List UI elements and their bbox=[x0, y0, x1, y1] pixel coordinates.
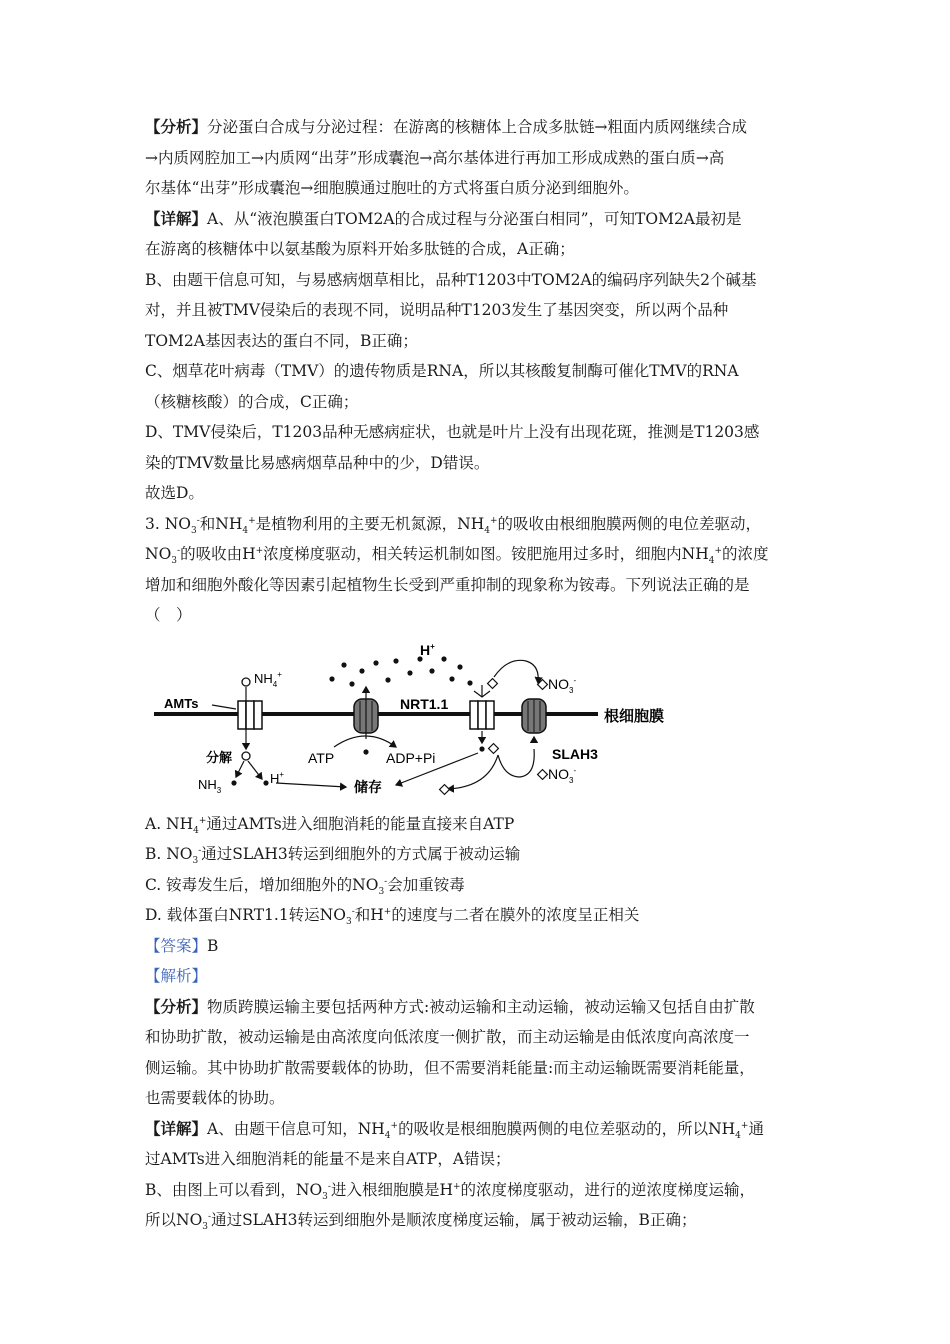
nh4-out-label: $NH_4^+$ bbox=[254, 669, 282, 689]
detail-tag: 【详解】 bbox=[145, 208, 208, 228]
sup: + bbox=[255, 545, 264, 556]
sub: 3 bbox=[171, 556, 178, 567]
proton-dots bbox=[329, 656, 472, 686]
transport-diagram bbox=[148, 637, 688, 807]
analysis-line: →内质网腔加工→内质网“出芽”形成囊泡→高尔基体进行再加工形成成熟的蛋白质→高 bbox=[145, 148, 725, 167]
detail-text: 通 bbox=[748, 1119, 764, 1138]
explain-tag: 【解析】 bbox=[145, 967, 208, 985]
membrane-label: 根细胞膜 bbox=[604, 707, 665, 725]
detail-line: 故选D。 bbox=[145, 484, 204, 502]
question-line: 增加和细胞外酸化等因素引起植物生长受到严重抑制的现象称为铵毒。下列说法正确的是 bbox=[145, 575, 750, 594]
adp-label: ADP+Pi bbox=[386, 749, 436, 766]
document-page bbox=[145, 112, 810, 1236]
nh3-label: $NH_3$ bbox=[198, 776, 222, 795]
option-d bbox=[145, 900, 810, 931]
opt-text: 会加重铵毒 bbox=[387, 875, 465, 894]
sub: 3 bbox=[378, 886, 385, 897]
q-text: 3. NO bbox=[145, 514, 191, 533]
detail-text: 进入根细胞膜是H bbox=[330, 1180, 453, 1199]
nrt11-channel bbox=[470, 701, 494, 729]
detail-line bbox=[145, 204, 810, 235]
detail-text: 的浓度梯度驱动，进行的逆浓度梯度运输， bbox=[460, 1180, 756, 1199]
detail-line: 过AMTs进入细胞消耗的能量不是来自ATP，A错误； bbox=[145, 1150, 511, 1168]
sub: 4 bbox=[384, 1130, 391, 1141]
opt-text: D. 载体蛋白NRT1.1转运NO bbox=[145, 906, 346, 924]
slah3-label: SLAH3 bbox=[552, 745, 598, 762]
storage-label: 储存 bbox=[354, 778, 382, 795]
detail-text: 的吸收是根细胞膜两侧的电位差驱动的，所以NH bbox=[398, 1119, 736, 1138]
sup: + bbox=[383, 906, 392, 917]
question-line bbox=[145, 509, 810, 540]
detail-line: TOM2A基因表达的蛋白不同，B正确； bbox=[145, 331, 418, 350]
atp-label: ATP bbox=[308, 749, 335, 766]
sup: + bbox=[452, 1181, 461, 1192]
detail-text: A、由题干信息可知，NH bbox=[207, 1119, 385, 1138]
detail-line: （核糖核酸）的合成，C正确； bbox=[145, 392, 359, 411]
sup: - bbox=[198, 845, 202, 856]
detail-line: B、由题干信息可知，与易感病烟草相比，品种T1203中TOM2A的编码序列缺失2个碱基 bbox=[145, 270, 757, 289]
sup: + bbox=[714, 545, 723, 556]
analysis-line: 尔基体“出芽”形成囊泡→细胞膜通过胞吐的方式将蛋白质分泌到细胞外。 bbox=[145, 179, 639, 197]
sup: - bbox=[384, 876, 388, 887]
detail-text: B、由图上可以看到，NO bbox=[145, 1180, 323, 1199]
sub: 4 bbox=[484, 525, 490, 536]
question-line: （ ） bbox=[145, 606, 192, 624]
analysis-text: 物质跨膜运输主要包括两种方式:被动运输和主动运输，被动运输又包括自由扩散 bbox=[207, 997, 755, 1016]
analysis-line bbox=[145, 112, 810, 143]
sup: + bbox=[489, 515, 498, 526]
no3-in-label: $NO_3^-$ bbox=[548, 765, 577, 785]
sup: - bbox=[196, 515, 200, 526]
sub: 3 bbox=[345, 917, 352, 928]
analysis-line bbox=[145, 992, 810, 1023]
analysis-text: 分泌蛋白合成与分泌过程：在游离的核糖体上合成多肽链→粗面内质网继续合成 bbox=[207, 118, 748, 136]
q-text: 浓度梯度驱动，相关转运机制如图。铵肥施用过多时，细胞内NH bbox=[263, 545, 709, 563]
detail-line bbox=[145, 1205, 810, 1236]
opt-text: 的速度与二者在膜外的浓度呈正相关 bbox=[391, 906, 640, 924]
analysis-line: 侧运输。其中协助扩散需要载体的协助，但不需要消耗能量:而主动运输既需要消耗能量， bbox=[145, 1058, 755, 1077]
amts-label: AMTs bbox=[164, 695, 199, 711]
detail-text: A、从“液泡膜蛋白TOM2A的合成过程与分泌蛋白相同”，可知TOM2A最初是 bbox=[207, 209, 742, 228]
sub: 3 bbox=[202, 1222, 209, 1233]
option-a bbox=[145, 809, 810, 840]
detail-tag: 【详解】 bbox=[145, 1118, 208, 1138]
sup: - bbox=[327, 1181, 331, 1192]
hplus-in-label: H+ bbox=[270, 769, 285, 786]
opt-text: 和H bbox=[354, 906, 384, 924]
sub: 3 bbox=[191, 525, 197, 536]
detail-line: 染的TMV数量比易感病烟草品种中的少，D错误。 bbox=[145, 453, 490, 472]
sub: 4 bbox=[708, 556, 715, 567]
detail-line: D、TMV侵染后，T1203品种无感病症状，也就是叶片上没有出现花斑，推测是T1203感 bbox=[145, 423, 760, 441]
option-c bbox=[145, 870, 810, 901]
q-text: 的吸收由H bbox=[180, 545, 256, 563]
sup: + bbox=[248, 515, 256, 526]
sup: - bbox=[208, 1211, 212, 1222]
opt-text: 通过AMTs进入细胞消耗的能量直接来自ATP bbox=[206, 814, 515, 833]
analysis-tag: 【分析】 bbox=[145, 996, 208, 1016]
sup: - bbox=[177, 545, 181, 556]
answer-tag: 【答案】 bbox=[145, 936, 208, 955]
sup: + bbox=[740, 1120, 749, 1131]
no3-out-label: $NO_3^-$ bbox=[548, 675, 577, 695]
opt-text: B. NO bbox=[145, 845, 193, 863]
analysis-tag: 【分析】 bbox=[145, 117, 208, 136]
analysis-line: 也需要载体的协助。 bbox=[145, 1089, 285, 1107]
q-text: 和NH bbox=[199, 514, 243, 533]
hplus-top-label: H+ bbox=[420, 641, 435, 658]
detail-line bbox=[145, 1114, 810, 1145]
sup: - bbox=[351, 906, 355, 917]
nrt-label: NRT1.1 bbox=[400, 695, 449, 712]
slah3-channel bbox=[522, 699, 546, 733]
sub: 3 bbox=[192, 856, 199, 867]
decompose-label: 分解 bbox=[206, 749, 233, 765]
detail-line: 在游离的核糖体中以氨基酸为原料开始多肽链的合成，A正确； bbox=[145, 240, 575, 258]
opt-text: C. 铵毒发生后，增加细胞外的NO bbox=[145, 875, 379, 894]
answer-line bbox=[145, 931, 810, 962]
amts-channel bbox=[238, 701, 262, 729]
detail-text: 所以NO bbox=[145, 1211, 203, 1229]
option-b bbox=[145, 839, 810, 870]
detail-line: 对，并且被TMV侵染后的表现不同，说明品种T1203发生了基因突变，所以两个品种 bbox=[145, 301, 729, 319]
sub: 4 bbox=[193, 825, 199, 836]
sup: + bbox=[390, 1120, 399, 1131]
nh4-out-circle bbox=[242, 678, 250, 686]
q-text: NO bbox=[145, 545, 172, 563]
q-text: 的浓度 bbox=[722, 545, 769, 563]
opt-text: 通过SLAH3转运到细胞外的方式属于被动运输 bbox=[201, 845, 521, 863]
analysis-line: 和协助扩散，被动运输是由高浓度向低浓度一侧扩散，而主动运输是由低浓度向高浓度一 bbox=[145, 1028, 750, 1046]
sub: 4 bbox=[242, 525, 249, 536]
sup: + bbox=[198, 815, 207, 826]
answer-value: B bbox=[207, 936, 219, 955]
detail-line bbox=[145, 1175, 810, 1206]
detail-line: C、烟草花叶病毒（TMV）的遗传物质是RNA，所以其核酸复制酶可催化TMV的RNA bbox=[145, 362, 739, 380]
q-text: 是植物利用的主要无机氮源，NH bbox=[255, 514, 485, 533]
opt-text: A. NH bbox=[145, 814, 194, 833]
sub: 3 bbox=[322, 1191, 328, 1202]
transport-diagram-svg bbox=[148, 637, 688, 807]
q-text: 的吸收由根细胞膜两侧的电位差驱动， bbox=[497, 514, 762, 533]
question-line bbox=[145, 539, 810, 570]
detail-text: 通过SLAH3转运到细胞外是顺浓度梯度运输，属于被动运输，B正确； bbox=[211, 1211, 697, 1229]
sub: 4 bbox=[735, 1130, 741, 1141]
